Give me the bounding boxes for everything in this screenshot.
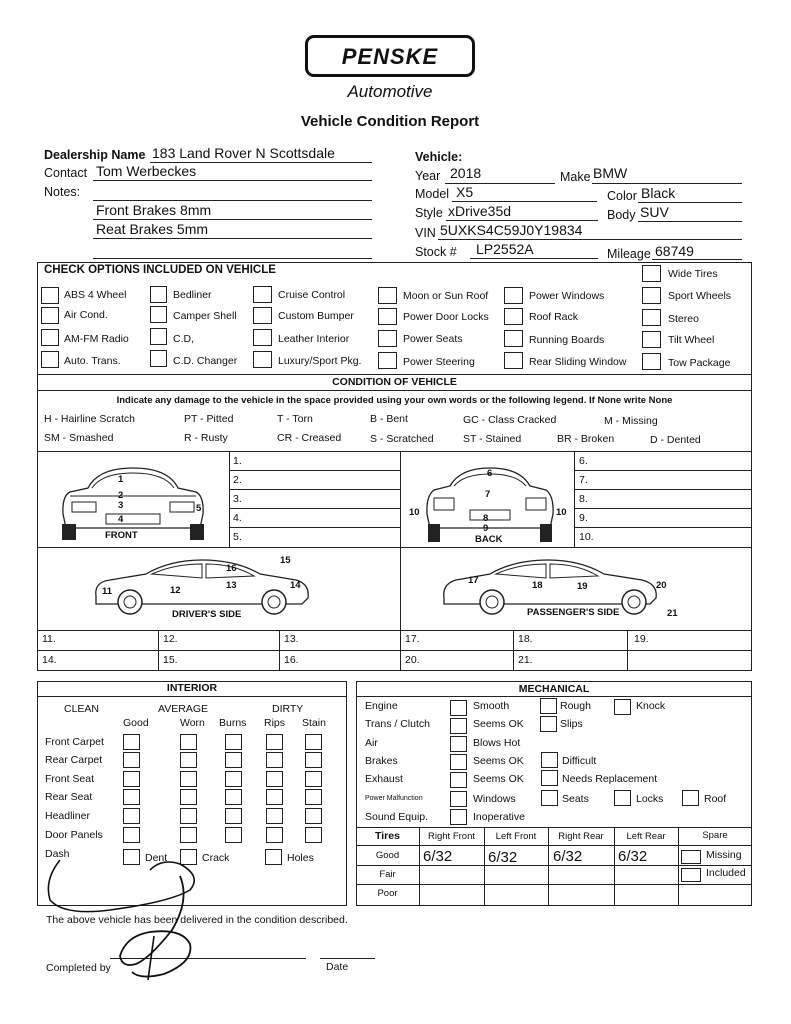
tire-tread-right-rear[interactable]: 6/32 (553, 848, 583, 865)
interior-col: Worn (180, 717, 205, 729)
vin-value[interactable]: 5UXKS4C59J0Y19834 (440, 222, 583, 238)
option-checkbox[interactable] (642, 353, 661, 370)
legend-item: M - Missing (604, 415, 658, 427)
mech-checkbox[interactable] (450, 754, 467, 770)
interior-row-label: Rear Carpet (45, 754, 103, 766)
option-checkbox[interactable] (378, 308, 397, 325)
dash-option: Dent (145, 852, 168, 864)
damage-line-label[interactable]: 15. (163, 654, 178, 666)
mech-row-label: Sound Equip. (365, 811, 429, 823)
dash-option: Crack (202, 852, 230, 864)
interior-checkbox[interactable] (266, 771, 283, 787)
diagram-num: 10 (409, 507, 420, 518)
tires-row-label: Good (375, 850, 400, 861)
option-checkbox[interactable] (253, 351, 272, 368)
body-label: Body (607, 208, 636, 222)
condition-header: CONDITION OF VEHICLE (332, 376, 457, 388)
damage-line-label[interactable]: 10. (579, 531, 594, 543)
passenger-side-label: PASSENGER'S SIDE (527, 607, 620, 618)
option-checkbox[interactable] (41, 287, 59, 304)
option-label: Roof Rack (529, 311, 579, 323)
page-title: Vehicle Condition Report (300, 113, 480, 130)
option-checkbox[interactable] (150, 286, 167, 303)
diagram-num: 9 (483, 523, 489, 534)
interior-group: AVERAGE (158, 703, 208, 715)
interior-checkbox[interactable] (305, 734, 322, 750)
interior-checkbox[interactable] (225, 789, 242, 805)
damage-line-label[interactable]: 17. (405, 633, 420, 645)
interior-checkbox[interactable] (180, 789, 197, 805)
diagram-num: 11 (102, 586, 113, 597)
option-label: AM-FM Radio (64, 333, 129, 345)
interior-checkbox[interactable] (123, 808, 140, 824)
mech-option: Slips (560, 718, 583, 730)
body-value[interactable]: SUV (640, 204, 669, 220)
diagram-num: 19 (577, 581, 588, 592)
option-label: Auto. Trans. (64, 355, 121, 367)
damage-line-label[interactable]: 18. (518, 633, 533, 645)
mech-option: Seems OK (473, 773, 524, 785)
interior-col: Stain (302, 717, 326, 729)
diagram-num: 1 (118, 474, 124, 485)
mech-option: Windows (473, 793, 516, 805)
option-checkbox[interactable] (41, 307, 59, 324)
mech-checkbox[interactable] (682, 790, 699, 806)
option-checkbox[interactable] (642, 287, 661, 304)
diagram-num: 15 (280, 555, 291, 566)
diagram-num: 12 (170, 585, 181, 596)
option-label: Power Seats (403, 333, 463, 345)
spare-checkbox[interactable] (681, 850, 701, 864)
tires-header: Tires (375, 830, 400, 842)
mech-checkbox[interactable] (450, 809, 467, 825)
notes-line-2[interactable]: Reat Brakes 5mm (96, 221, 209, 237)
date-label: Date (326, 961, 349, 973)
damage-line-label[interactable]: 19. (634, 633, 649, 645)
tire-tread-right-front[interactable]: 6/32 (423, 848, 453, 865)
legend-item: D - Dented (650, 434, 701, 446)
option-checkbox[interactable] (253, 307, 272, 324)
vin-label: VIN (415, 226, 436, 240)
interior-checkbox[interactable] (123, 789, 140, 805)
interior-checkbox[interactable] (305, 789, 322, 805)
mech-checkbox[interactable] (541, 752, 558, 768)
legend-item: BR - Broken (557, 433, 615, 445)
diagram-num: 5 (196, 503, 202, 514)
diagram-num: 20 (656, 580, 667, 591)
mech-row-label: Exhaust (365, 773, 403, 785)
option-checkbox[interactable] (378, 352, 397, 369)
interior-checkbox[interactable] (225, 752, 242, 768)
damage-line-label[interactable]: 3. (233, 493, 242, 505)
interior-checkbox[interactable] (123, 734, 140, 750)
interior-checkbox[interactable] (305, 808, 322, 824)
mech-option: Seems OK (473, 718, 524, 730)
legend-item: T - Torn (277, 413, 313, 425)
interior-col: Good (123, 717, 149, 729)
tires-header: Right Front (428, 831, 475, 842)
mech-option: Blows Hot (473, 737, 521, 749)
mech-option: Needs Replacement (562, 773, 658, 785)
diagram-num: 8 (483, 513, 489, 524)
option-checkbox[interactable] (41, 329, 59, 346)
option-checkbox[interactable] (504, 287, 523, 304)
diagram-num: 2 (118, 490, 124, 501)
signature (40, 840, 210, 990)
interior-row-label: Rear Seat (45, 791, 93, 803)
make-value[interactable]: BMW (593, 165, 628, 181)
tires-header: Spare (702, 830, 728, 841)
dealership-label: Dealership Name (44, 148, 146, 162)
damage-line-label[interactable]: 21. (518, 654, 533, 666)
legend-item: R - Rusty (184, 432, 228, 444)
spare-checkbox[interactable] (681, 868, 701, 882)
mech-row-label: Brakes (365, 755, 398, 767)
damage-line-label[interactable]: 11. (42, 633, 56, 645)
mech-checkbox[interactable] (450, 772, 467, 788)
model-label: Model (415, 187, 450, 201)
interior-checkbox[interactable] (180, 752, 197, 768)
tires-row-label: Fair (379, 869, 396, 880)
mech-row-label: Air (365, 737, 378, 749)
interior-checkbox[interactable] (180, 771, 197, 787)
interior-checkbox[interactable] (266, 827, 283, 843)
option-checkbox[interactable] (378, 330, 397, 347)
mech-checkbox[interactable] (541, 770, 558, 786)
interior-group: DIRTY (272, 703, 304, 715)
interior-col: Rips (264, 717, 286, 729)
damage-line-label[interactable]: 14. (42, 654, 57, 666)
mech-row-label: Engine (365, 700, 398, 712)
interior-header: INTERIOR (166, 682, 218, 694)
back-label: BACK (475, 534, 503, 545)
damage-line-label[interactable]: 13. (284, 633, 299, 645)
diagram-num: 18 (532, 580, 543, 591)
interior-checkbox[interactable] (225, 808, 242, 824)
interior-checkbox[interactable] (225, 827, 242, 843)
year-value[interactable]: 2018 (450, 165, 482, 181)
option-label: Leather Interior (278, 333, 350, 345)
option-label: Rear Sliding Window (529, 356, 627, 368)
dash-checkbox[interactable] (265, 849, 282, 865)
option-label: Running Boards (529, 334, 605, 346)
color-label: Color (607, 189, 637, 203)
option-checkbox[interactable] (253, 329, 272, 346)
dealership-value[interactable]: 183 Land Rover N Scottsdale (152, 145, 335, 161)
year-label: Year (415, 169, 441, 183)
make-label: Make (560, 170, 591, 184)
option-checkbox[interactable] (253, 286, 272, 303)
interior-group: CLEAN (64, 703, 100, 715)
interior-col: Burns (219, 717, 247, 729)
interior-row-label: Door Panels (45, 829, 103, 841)
interior-checkbox[interactable] (266, 734, 283, 750)
option-label: Power Windows (529, 290, 605, 302)
mech-checkbox[interactable] (614, 790, 631, 806)
mech-row-label: Power Malfunction (365, 795, 423, 802)
interior-checkbox[interactable] (180, 808, 197, 824)
notes-label: Notes: (44, 185, 81, 199)
notes-line-1[interactable]: Front Brakes 8mm (96, 202, 212, 218)
interior-checkbox[interactable] (123, 771, 140, 787)
diagram-num: 14 (290, 580, 301, 591)
mech-checkbox[interactable] (540, 698, 557, 714)
interior-row-label: Front Carpet (45, 736, 104, 748)
mech-option: Knock (636, 700, 666, 712)
option-label: Air Cond. (64, 309, 108, 321)
style-value[interactable]: xDrive35d (448, 203, 512, 219)
interior-checkbox[interactable] (123, 752, 140, 768)
option-checkbox[interactable] (378, 287, 397, 304)
color-value[interactable]: Black (641, 185, 676, 201)
interior-checkbox[interactable] (305, 771, 322, 787)
legend-item: CR - Creased (277, 432, 342, 444)
interior-checkbox[interactable] (225, 734, 242, 750)
stock-value[interactable]: LP2552A (476, 241, 534, 257)
tires-row-label: Poor (377, 888, 398, 899)
mech-checkbox[interactable] (541, 790, 558, 806)
stock-label: Stock # (415, 245, 457, 259)
option-label: Bedliner (173, 289, 212, 301)
spare-option: Included (706, 867, 746, 879)
tires-header: Right Rear (558, 831, 604, 842)
damage-line-label[interactable]: 2. (233, 474, 242, 486)
contact-label: Contact (44, 166, 88, 180)
tires-header: Left Rear (626, 831, 666, 842)
option-checkbox[interactable] (642, 309, 661, 326)
mech-option: Inoperative (473, 811, 525, 823)
option-checkbox[interactable] (150, 328, 167, 345)
interior-checkbox[interactable] (180, 734, 197, 750)
mech-option: Seems OK (473, 755, 524, 767)
option-label: Moon or Sun Roof (403, 290, 489, 302)
spare-option: Missing (706, 849, 742, 861)
damage-line-label[interactable]: 5. (233, 531, 242, 543)
damage-line-label[interactable]: 4. (233, 512, 242, 524)
mech-checkbox[interactable] (450, 700, 467, 716)
tire-tread-left-rear[interactable]: 6/32 (618, 848, 648, 865)
mech-row-label: Trans / Clutch (365, 718, 430, 730)
mech-checkbox[interactable] (450, 791, 467, 807)
option-label: Cruise Control (278, 289, 346, 301)
mileage-value[interactable]: 68749 (655, 243, 694, 259)
completed-by-label: Completed by (46, 962, 111, 974)
tires-header: Left Front (495, 831, 537, 842)
diagram-num: 17 (468, 575, 479, 586)
diagram-num: 21 (667, 608, 678, 619)
legend-item: B - Bent (370, 413, 408, 425)
diagram-num: 3 (118, 500, 124, 511)
option-label: C.D. Changer (173, 355, 238, 367)
option-checkbox[interactable] (642, 331, 661, 348)
diagram-num: 10 (556, 507, 567, 518)
option-label: Camper Shell (173, 310, 237, 322)
mech-option: Difficult (562, 755, 597, 767)
option-label: Wide Tires (668, 268, 718, 280)
driver-side-label: DRIVER'S SIDE (172, 609, 242, 620)
option-checkbox[interactable] (504, 330, 523, 347)
mech-checkbox[interactable] (614, 699, 631, 715)
option-label: Tilt Wheel (668, 334, 715, 346)
option-label: Power Door Locks (403, 311, 489, 323)
tire-tread-left-front[interactable]: 6/32 (488, 849, 518, 866)
damage-line-label[interactable]: 7. (579, 474, 588, 486)
interior-checkbox[interactable] (266, 808, 283, 824)
interior-row-label: Front Seat (45, 773, 95, 785)
mech-option: Rough (560, 700, 591, 712)
model-value[interactable]: X5 (456, 184, 474, 200)
legend-item: ST - Stained (463, 433, 522, 445)
legend-item: GC - Class Cracked (463, 414, 557, 426)
interior-checkbox[interactable] (305, 752, 322, 768)
option-label: C.D, (173, 333, 194, 345)
diagram-num: 4 (118, 514, 124, 525)
option-label: Sport Wheels (668, 290, 732, 302)
delivery-statement: The above vehicle has been delivered in the condition described. (46, 914, 348, 926)
mech-checkbox[interactable] (540, 716, 557, 732)
mech-checkbox[interactable] (450, 718, 467, 734)
option-label: Custom Bumper (278, 310, 354, 322)
option-checkbox[interactable] (150, 306, 167, 323)
damage-line-label[interactable]: 16. (284, 654, 299, 666)
vehicle-header: Vehicle: (415, 150, 463, 164)
mechanical-header: MECHANICAL (518, 683, 590, 695)
options-header: CHECK OPTIONS INCLUDED ON VEHICLE (44, 264, 276, 276)
diagram-num: 13 (226, 580, 237, 591)
condition-instruction: Indicate any damage to the vehicle in the space provided using your own words or the following legend. If None write None (116, 395, 673, 406)
legend-item: SM - Smashed (44, 432, 114, 444)
mileage-label: Mileage (607, 247, 651, 261)
option-checkbox[interactable] (504, 352, 523, 369)
legend-item: PT - Pitted (184, 413, 234, 425)
interior-checkbox[interactable] (225, 771, 242, 787)
brand-sub: Automotive (347, 82, 433, 101)
option-label: Power Steering (403, 356, 475, 368)
interior-row-label: Dash (45, 848, 70, 860)
option-label: Tow Package (668, 357, 731, 369)
interior-checkbox[interactable] (266, 789, 283, 805)
option-checkbox[interactable] (150, 350, 167, 367)
damage-line-label[interactable]: 20. (405, 654, 420, 666)
damage-line-label[interactable]: 1. (233, 455, 242, 467)
diagram-num: 7 (485, 489, 491, 500)
front-label: FRONT (105, 530, 138, 541)
diagram-num: 6 (487, 468, 493, 479)
mech-checkbox[interactable] (450, 736, 467, 752)
option-label: ABS 4 Wheel (64, 289, 127, 301)
legend-item: S - Scratched (370, 433, 434, 445)
contact-value[interactable]: Tom Werbeckes (96, 163, 197, 179)
damage-line-label[interactable]: 9. (579, 512, 588, 524)
damage-line-label[interactable]: 8. (579, 493, 588, 505)
interior-row-label: Headliner (45, 810, 90, 822)
style-label: Style (415, 206, 443, 220)
damage-line-label[interactable]: 6. (579, 455, 588, 467)
mech-option: Locks (636, 793, 664, 805)
damage-line-label[interactable]: 12. (163, 633, 178, 645)
option-checkbox[interactable] (41, 351, 59, 368)
interior-checkbox[interactable] (266, 752, 283, 768)
option-label: Luxury/Sport Pkg. (278, 355, 362, 367)
option-label: Stereo (668, 313, 699, 325)
interior-checkbox[interactable] (305, 827, 322, 843)
legend-item: H - Hairline Scratch (44, 413, 136, 425)
diagram-num: 16 (226, 563, 237, 574)
mech-option: Roof (704, 793, 727, 805)
brand-name: PENSKE (341, 44, 439, 69)
option-checkbox[interactable] (642, 265, 661, 282)
mech-option: Smooth (473, 700, 510, 712)
dash-option: Holes (287, 852, 314, 864)
option-checkbox[interactable] (504, 308, 523, 325)
mech-option: Seats (562, 793, 589, 805)
